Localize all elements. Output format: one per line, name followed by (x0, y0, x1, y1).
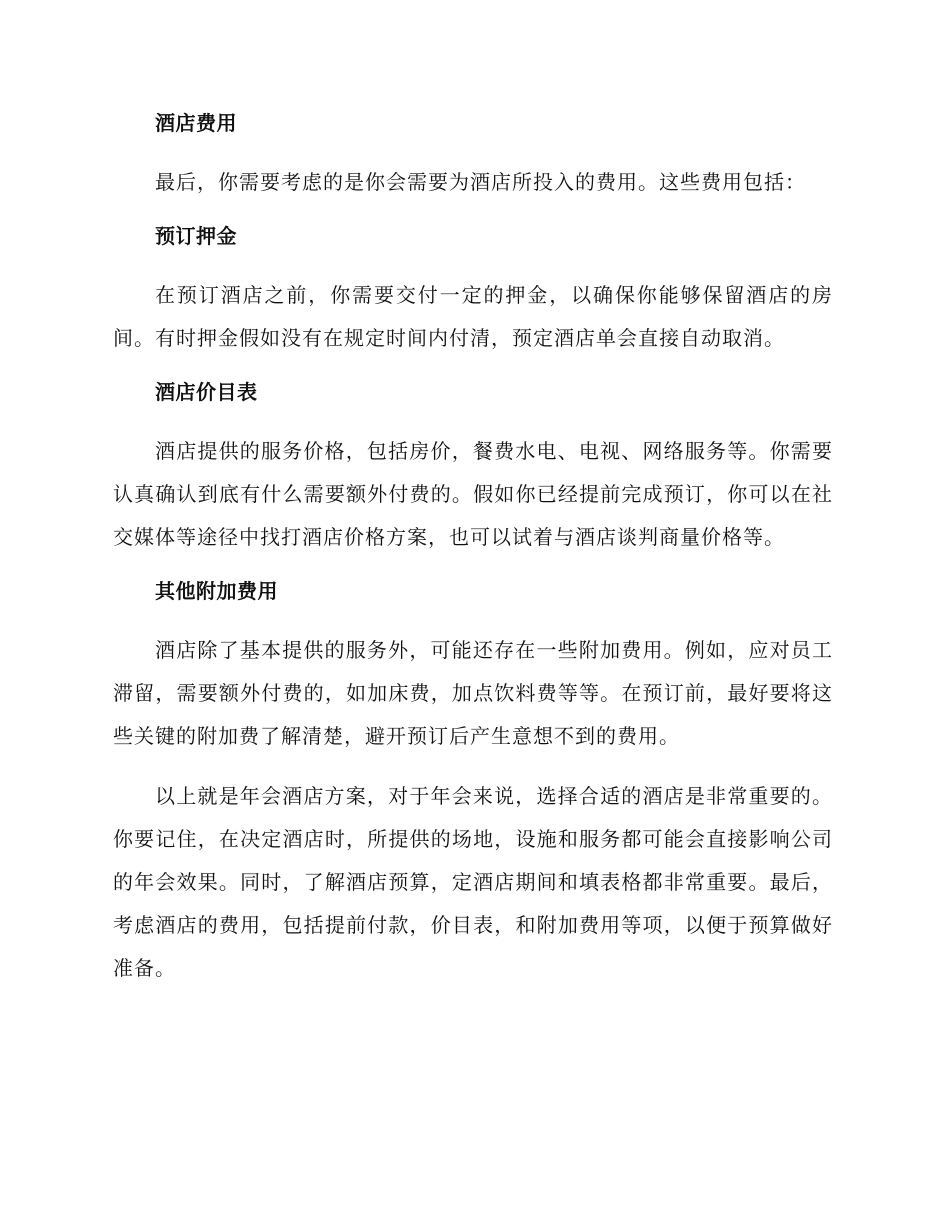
paragraph-price-list: 酒店提供的服务价格，包括房价，餐费水电、电视、网络服务等。你需要认真确认到底有什么需要额外付费的。假如你已经提前完成预订，你可以在社交媒体等途径中找打酒店价格方案，也可以试着与酒店谈判商量价格等。 (113, 439, 833, 549)
section-heading-deposit: 预订押金 (155, 224, 237, 248)
paragraph-extra-fees: 酒店除了基本提供的服务外，可能还存在一些附加费用。例如，应对员工滞留，需要额外付费的，如加床费，加点饮料费等等。在预订前，最好要将这些关键的附加费了解清楚，避开预订后产生意想不到的费用。 (113, 638, 833, 748)
paragraph-deposit: 在预订酒店之前，你需要交付一定的押金，以确保你能够保留酒店的房间。有时押金假如没有在规定时间内付清，预定酒店单会直接自动取消。 (113, 283, 833, 350)
paragraph-conclusion: 以上就是年会酒店方案，对于年会来说，选择合适的酒店是非常重要的。你要记住，在决定酒店时，所提供的场地，设施和服务都可能会直接影响公司的年会效果。同时，了解酒店预算，定酒店期间和填表格都非常重要。最后，考虑酒店的费用，包括提前付款，价目表，和附加费用等项，以便于预算做好准备。 (113, 784, 833, 980)
document-body (113, 108, 833, 1007)
section-heading-extra-fees: 其他附加费用 (155, 579, 278, 603)
section-heading-hotel-fees: 酒店费用 (155, 111, 237, 135)
paragraph-fees-intro: 最后，你需要考虑的是你会需要为酒店所投入的费用。这些费用包括： (155, 170, 806, 194)
section-heading-price-list: 酒店价目表 (155, 380, 258, 404)
